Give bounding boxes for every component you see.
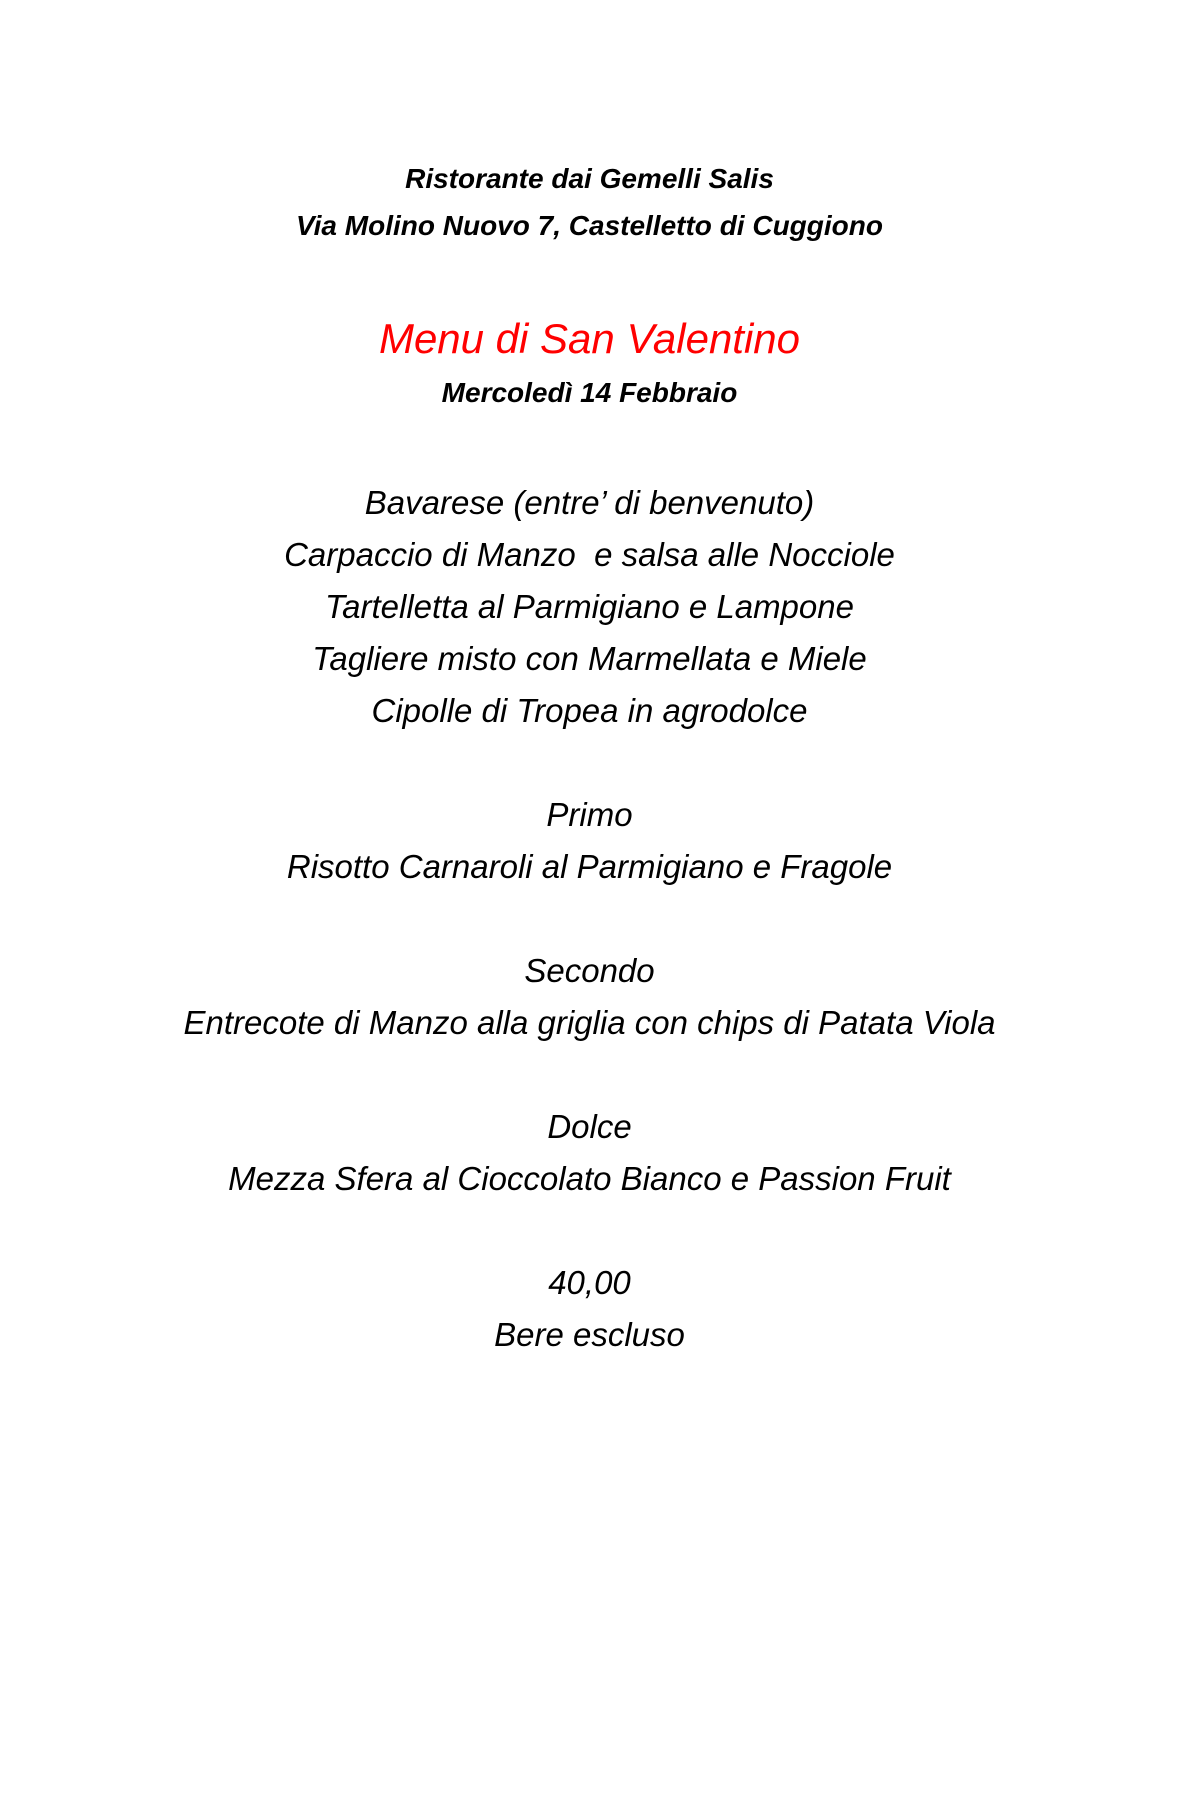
secondo-dish: Entrecote di Manzo alla griglia con chips di Patata Viola xyxy=(183,1004,996,1041)
price-note: Bere escluso xyxy=(494,1316,685,1353)
starter-item: Carpaccio di Manzo e salsa alle Nocciole xyxy=(284,536,895,573)
restaurant-address: Via Molino Nuovo 7, Castelletto di Cuggiono xyxy=(296,210,883,241)
starter-item: Bavarese (entre’ di benvenuto) xyxy=(364,484,815,521)
price-amount: 40,00 xyxy=(548,1264,631,1301)
dolce-heading: Dolce xyxy=(547,1108,632,1145)
starter-item: Tagliere misto con Marmellata e Miele xyxy=(312,640,867,677)
restaurant-name: Ristorante dai Gemelli Salis xyxy=(405,163,774,194)
starter-item: Cipolle di Tropea in agrodolce xyxy=(371,692,808,729)
primo-heading: Primo xyxy=(546,796,633,833)
menu-date: Mercoledì 14 Febbraio xyxy=(441,377,738,408)
starter-item: Tartelletta al Parmigiano e Lampone xyxy=(325,588,854,625)
primo-dish: Risotto Carnaroli al Parmigiano e Fragole xyxy=(286,848,893,885)
secondo-heading: Secondo xyxy=(524,952,655,989)
menu-title: Menu di San Valentino xyxy=(378,315,801,362)
dolce-dish: Mezza Sfera al Cioccolato Bianco e Passion Fruit xyxy=(228,1160,951,1197)
